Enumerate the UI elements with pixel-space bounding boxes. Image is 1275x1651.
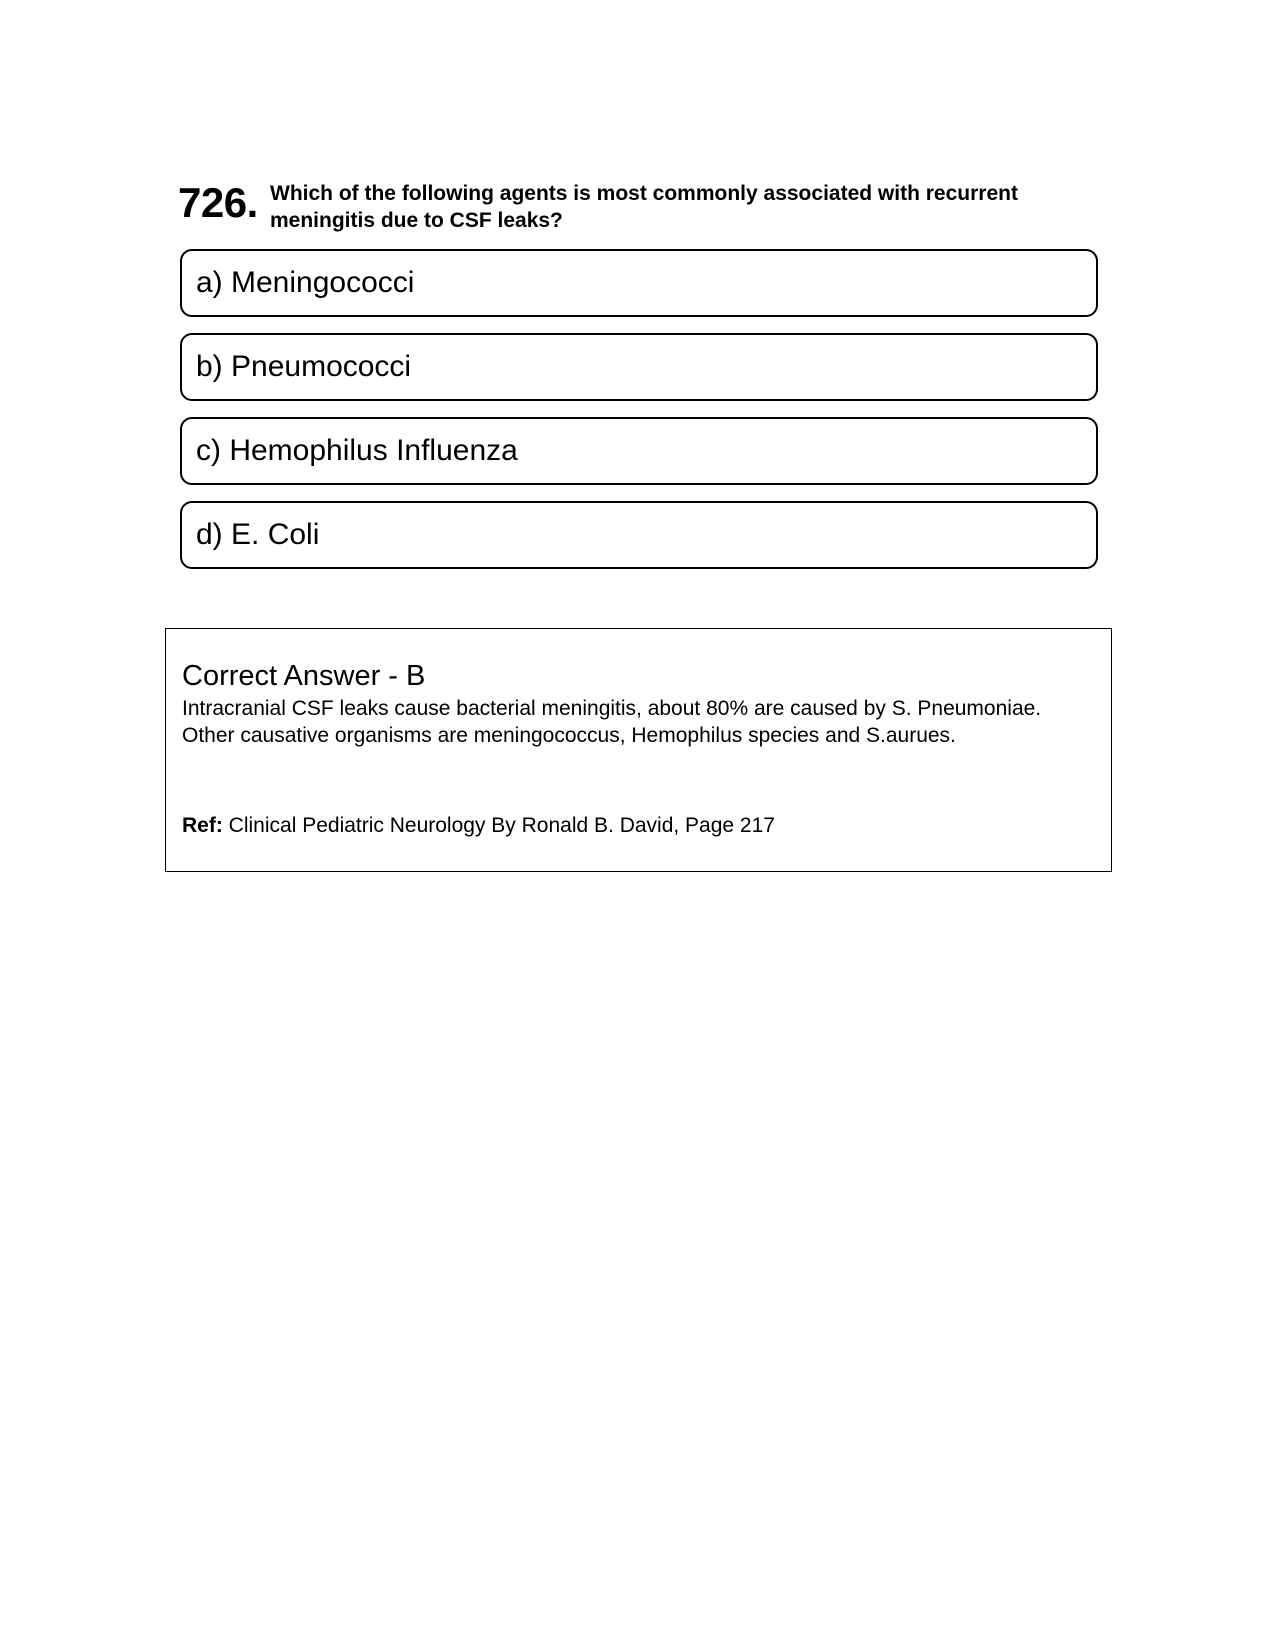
answer-box xyxy=(165,628,1112,872)
reference-label: Ref: xyxy=(182,814,223,837)
answer-explanation: Intracranial CSF leaks cause bacterial meningitis, about 80% are caused by S. Pneumoniae. Other causative organisms are meningococcus, Hemophilus species and S.aurues. xyxy=(182,697,1042,747)
question-text: Which of the following agents is most commonly associated with recurrent meningitis due to CSF leaks? xyxy=(270,182,1018,232)
correct-answer-title: Correct Answer - B xyxy=(182,660,426,692)
answer-options xyxy=(180,249,1098,585)
reference xyxy=(182,812,1082,839)
option-d[interactable]: d) E. Coli xyxy=(180,501,1098,569)
option-a[interactable]: a) Meningococci xyxy=(180,249,1098,317)
question-header xyxy=(178,180,1098,236)
question-number: 726. xyxy=(178,179,258,226)
reference-text: Clinical Pediatric Neurology By Ronald B. David, Page 217 xyxy=(222,814,775,837)
option-c[interactable]: c) Hemophilus Influenza xyxy=(180,417,1098,485)
option-b[interactable]: b) Pneumococci xyxy=(180,333,1098,401)
